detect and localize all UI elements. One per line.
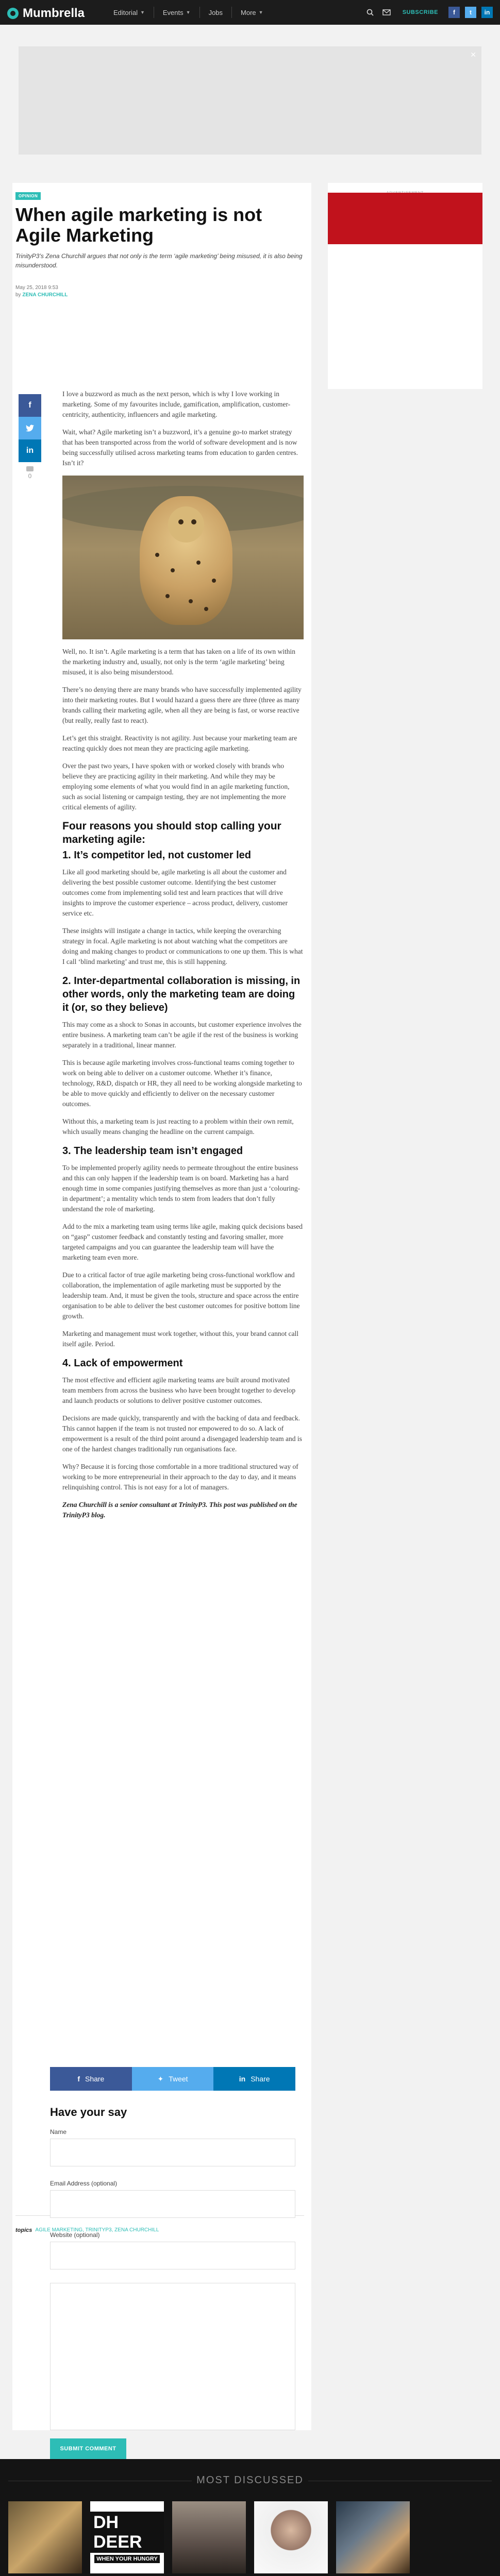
spot <box>171 568 175 572</box>
spot <box>189 599 193 603</box>
search-icon[interactable] <box>364 7 376 18</box>
paragraph: Marketing and management must work together, without this, your brand cannot call itself agile. Period. <box>62 1330 298 1348</box>
paragraph: This may come as a shock to Sonas in accounts, but customer experience involves the entire business. A marketing team can’t be agile if the rest of the business is working separately in a traditional, linear manner. <box>62 1021 302 1049</box>
paragraph: Like all good marketing should be, agile marketing is all about the customer and delivering the best possible customer outcome. Identifying the best customer outcomes come from implementing solid test and learn practices that will drive insights to improve the customer experience – across product, delivery, customer service etc. <box>62 868 288 917</box>
story-image <box>336 2501 410 2573</box>
paragraph: Decisions are made quickly, transparently and with the backing of data and feedback. This cannot happen if the team is not trusted nor empowered to do so. A lack of empowerment is a result of the third point around a disengaged leadership team and is one of the hardest changes traditionally run organisations face. <box>62 1414 302 1453</box>
share-sidebar <box>19 394 41 480</box>
story-card[interactable] <box>254 2501 328 2576</box>
eye <box>178 519 184 524</box>
byline-prefix: by <box>15 292 21 298</box>
spot <box>196 561 201 565</box>
website-field[interactable] <box>50 2242 295 2269</box>
paragraph: These insights will instigate a change in tactics, while keeping the overarching strategy in focal. Agile marketing is not about watching what the competitors are doing and making changes to product or communications to one up them. This is what I call ‘blind marketing’ and trust me, this is still happening. <box>62 927 303 965</box>
most-discussed-heading: MOST DISCUSSED <box>196 2475 304 2486</box>
story-image <box>8 2501 82 2573</box>
mail-icon[interactable] <box>381 7 392 18</box>
email-label: Email Address (optional) <box>50 2180 118 2187</box>
paragraph: Over the past two years, I have spoken with or worked closely with brands who believe they are practicing agility in their marketing. And while they may be employing some elements of what you would find in an agile marketing function, such as social listening or campaign testing, they are not implementing the more critical elements of agility. <box>62 762 290 811</box>
paragraph: Add to the mix a marketing team using terms like agile, making quick decisions based on “gasp” customer feedback and constantly testing and favoring smaller, more targeted campaigns and you can guarantee the leadership team will have the marketing team even more. <box>62 1223 303 1261</box>
linkedin-share-button[interactable] <box>213 2067 295 2091</box>
paragraph: To be implemented properly agility needs to permeate throughout the entire business and this can only happen if the leadership team is on board. Marketing has a hard enough time in some companies justifying themselves as more than just a ‘colouring-in department’; a mentality which tends to stem from leaders that don’t fully understand the role of marketing. <box>62 1164 301 1213</box>
paragraph: This is because agile marketing involves cross-functional teams coming together to work on being able to deliver on a customer outcome. Whether it’s finance, technology, R&D, dispatch or HR, they all need to be working alongside marketing to be able to move quickly and efficiently to deliver on the necessary customer outcomes. <box>62 1059 302 1108</box>
card-list <box>8 2501 492 2576</box>
paragraph: I love a buzzword as much as the next person, which is why I love working in marketing. Some of my favourites include, gamification, amplification, customer-centricity, authenticity, influencers and agile marketing. <box>62 390 291 418</box>
section-subheading: 2. Inter-departmental collaboration is missing, in other words, only the marketing team are doing it (or, so they believe) <box>62 975 301 1013</box>
article-tag[interactable]: OPINION <box>15 192 41 200</box>
facebook-icon[interactable]: f <box>448 7 460 18</box>
nav-events[interactable] <box>163 9 191 16</box>
comment-form <box>50 2106 295 2459</box>
logo-text: Mumbrella <box>23 6 85 20</box>
cheetah-image <box>62 476 304 639</box>
topics-label: topics <box>15 2227 32 2233</box>
article-date: May 25, 2018 9:53 <box>15 285 58 291</box>
story-image <box>90 2501 164 2573</box>
paragraph: Without this, a marketing team is just reacting to a problem within their own remit, which usually means changing the headline on the current campaign. <box>62 1117 294 1136</box>
nav-label: Jobs <box>208 8 223 16</box>
nav-label: More <box>241 8 256 16</box>
image-lettering: DH DEER <box>90 2512 164 2553</box>
cheetah-shape <box>140 496 232 625</box>
section-subheading: 4. Lack of empowerment <box>62 1358 183 1369</box>
twitter-icon: ✦ <box>157 2074 164 2083</box>
ad-creative[interactable] <box>328 193 482 244</box>
chevron-down-icon: ▼ <box>140 10 145 15</box>
comment-heading: Have your say <box>50 2106 127 2119</box>
article-standfirst: TrinityP3’s Zena Churchill argues that not only is the term ‘agile marketing’ being misused, it is also being misunderstood. <box>15 252 303 269</box>
logo-icon <box>7 8 19 19</box>
paragraph: Let’s get this straight. Reactivity is not agility. Just because your marketing team are reacting quickly does not mean they are practicing agile marketing. <box>62 734 297 752</box>
site-logo[interactable] <box>7 6 85 21</box>
chevron-down-icon: ▼ <box>258 10 263 15</box>
nav-jobs[interactable] <box>209 9 223 16</box>
eye <box>191 519 196 524</box>
website-label: Website (optional) <box>50 2231 100 2239</box>
name-label: Name <box>50 2128 67 2136</box>
story-image <box>172 2501 246 2573</box>
spot <box>204 607 208 611</box>
facebook-share-button[interactable] <box>50 2067 132 2091</box>
subscribe-link[interactable]: SUBSCRIBE <box>402 9 438 15</box>
nav-divider <box>199 7 200 18</box>
comment-icon <box>26 466 34 471</box>
article-card <box>12 183 311 2430</box>
name-field[interactable] <box>50 2139 295 2166</box>
spot <box>212 579 216 583</box>
story-image <box>254 2501 328 2573</box>
sidebar-ad[interactable] <box>328 183 482 389</box>
article-body <box>62 389 304 1528</box>
top-navigation-bar <box>0 0 500 25</box>
paragraph: Due to a critical factor of true agile marketing being cross-functional workflow and collaboration, the implementation of agile marketing must be supported by the leadership team. And, it must be given the tools, structure and space across the entire organisation to be able to deliver the best customer outcomes for positive bottom line growth. <box>62 1271 300 1320</box>
share-label: Share <box>251 2075 270 2083</box>
spot <box>155 553 159 557</box>
twitter-share-icon[interactable] <box>19 417 41 439</box>
twitter-share-button[interactable] <box>132 2067 214 2091</box>
paragraph: Wait, what? Agile marketing isn’t a buzzword, it’s a genuine go-to market strategy that has been transported across from the world of software development and is now being successfully utilised across marketing teams from education to garden centres. Isn’t it? <box>62 428 298 467</box>
article-title: When agile marketing is not Agile Marketing <box>15 204 262 246</box>
linkedin-icon[interactable]: in <box>481 7 493 18</box>
story-card[interactable] <box>8 2501 82 2576</box>
comment-textarea[interactable] <box>50 2283 295 2430</box>
most-discussed-section <box>0 2459 500 2576</box>
spot <box>165 594 170 598</box>
author-signoff: Zena Churchill is a senior consultant at TrinityP3. This post was published on the TrinityP3 blog. <box>62 1501 297 1519</box>
section-heading: Four reasons you should stop calling your marketing agile: <box>62 820 281 845</box>
comment-count-value: 0 <box>28 472 32 480</box>
paragraph: Why? Because it is forcing those comfortable in a more traditional structured way of working to be more entrepreneurial in their approach to the day to day, and it means relinquishing control. This is not easy for a lot of managers. <box>62 1463 298 1491</box>
article-byline <box>15 292 68 298</box>
author-link[interactable]: ZENA CHURCHILL <box>22 292 68 298</box>
paragraph: Well, no. It isn’t. Agile marketing is a term that has taken on a life of its own within the marketing industry and, usually, not only is the term ‘agile marketing’ being misused, it is also being misunderstood. <box>62 648 295 676</box>
top-banner-ad[interactable] <box>19 46 481 155</box>
image-lettering: WHEN YOUR HUNGRY <box>94 2555 160 2563</box>
linkedin-share-icon[interactable]: in <box>19 439 41 462</box>
linkedin-icon: in <box>239 2075 246 2083</box>
comment-count[interactable] <box>19 466 41 480</box>
tweet-label: Tweet <box>169 2075 188 2083</box>
chevron-down-icon: ▼ <box>186 10 191 15</box>
nav-more[interactable] <box>241 9 263 16</box>
facebook-share-icon[interactable]: f <box>19 394 41 417</box>
section-subheading: 1. It’s competitor led, not customer led <box>62 850 251 861</box>
main-nav <box>113 0 263 25</box>
paragraph: There’s no denying there are many brands who have successfully implemented agility into their marketing routes. But I would hazard a guess there are three (three as many brands calling their marketing agile, when all they are being is fast, or worse reactive (but really, really fast to react). <box>62 686 302 724</box>
paragraph: The most effective and efficient agile marketing teams are built around motivated team members from across the business who have been brought together to develop and launch products or solutions to deliver positive customer outcomes. <box>62 1376 296 1404</box>
nav-editorial[interactable] <box>113 9 145 16</box>
close-icon[interactable]: ✕ <box>470 50 476 59</box>
story-card[interactable] <box>90 2501 164 2576</box>
email-field[interactable] <box>50 2190 295 2218</box>
nav-divider <box>231 7 232 18</box>
story-card[interactable] <box>336 2501 410 2576</box>
facebook-icon: f <box>77 2075 80 2083</box>
header-actions <box>364 0 493 25</box>
nav-label: Events <box>162 8 184 16</box>
section-subheading: 3. The leadership team isn’t engaged <box>62 1145 243 1157</box>
share-label: Share <box>85 2075 105 2083</box>
story-card[interactable] <box>172 2501 246 2576</box>
topics-links[interactable]: AGILE MARKETING, TRINITYP3, ZENA CHURCHILL <box>35 2227 159 2233</box>
submit-comment-button[interactable]: SUBMIT COMMENT <box>50 2438 126 2459</box>
share-buttons-row <box>50 2067 295 2091</box>
twitter-icon[interactable]: t <box>465 7 476 18</box>
nav-label: Editorial <box>113 8 138 16</box>
